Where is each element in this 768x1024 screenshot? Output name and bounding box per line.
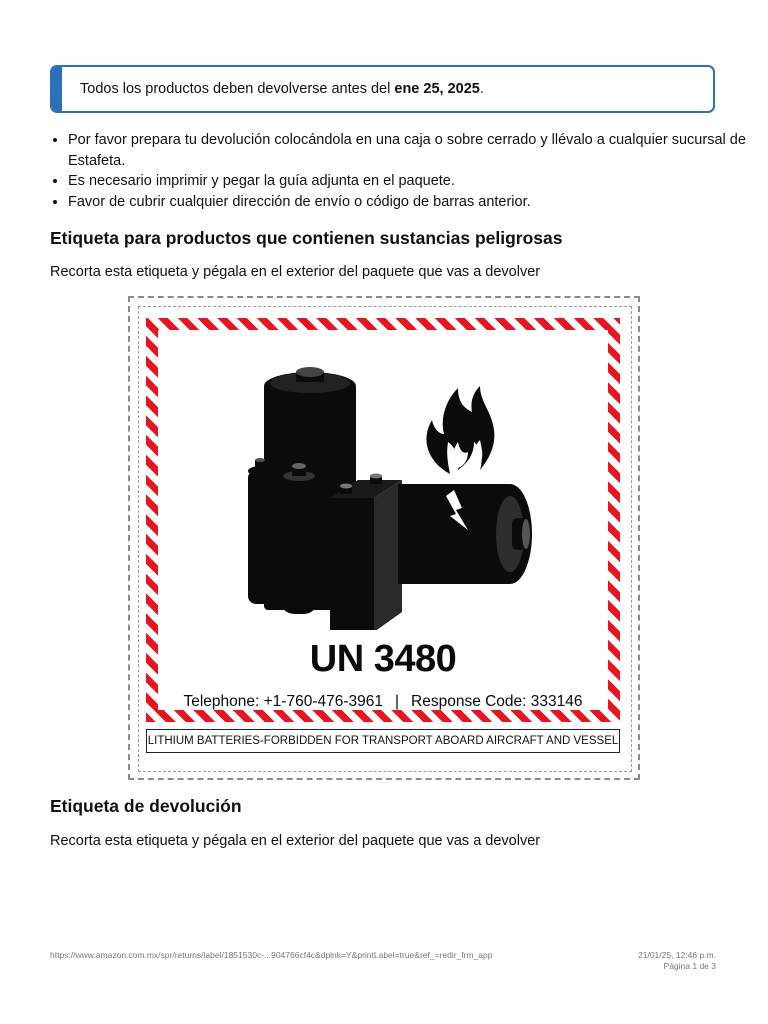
damaged-battery-icon [398, 484, 532, 584]
battery-fire-pictogram-icon [158, 330, 608, 630]
notice-date: ene 25, 2025 [394, 81, 480, 97]
flame-icon [426, 386, 494, 474]
footer-page-number: Página 1 de 3 [663, 961, 716, 971]
footer-meta [638, 950, 716, 972]
deadline-notice [50, 65, 715, 113]
lithium-battery-hazard-label [146, 318, 620, 722]
cylinder-battery-icon [280, 463, 318, 614]
transport-warning: LITHIUM BATTERIES-FORBIDDEN FOR TRANSPORT ABOARD AIRCRAFT AND VESSEL [146, 729, 620, 753]
contact-separator: | [394, 693, 400, 710]
hazmat-subtext: Recorta esta etiqueta y pégala en el exterior del paquete que vas a devolver [50, 264, 541, 280]
hazard-label-body [158, 330, 608, 710]
return-label-heading: Etiqueta de devolución [50, 796, 242, 816]
hazmat-heading: Etiqueta para productos que contienen sustancias peligrosas [50, 228, 563, 248]
emergency-contact [158, 693, 608, 711]
footer-url: https://www.amazon.com.mx/spr/returns/label/1851530c-...904766cf4c&dplnk=Y&printLabel=true&ref_=redir_frm_app [50, 950, 493, 960]
notice-prefix: Todos los productos deben devolverse antes del [80, 81, 395, 97]
box-battery-icon [330, 474, 402, 631]
instruction-item: • Favor de cubrir cualquier dirección de envío o código de barras anterior. [68, 192, 748, 213]
un-number: UN 3480 [309, 638, 457, 680]
return-label-subtext: Recorta esta etiqueta y pégala en el exterior del paquete que vas a devolver [50, 833, 541, 849]
notice-suffix: . [479, 81, 484, 97]
footer-datetime: 21/01/25, 12:46 p.m. [638, 950, 716, 960]
thin-battery-icon [248, 458, 272, 604]
notice-accent-bar [52, 67, 62, 111]
telephone-text: Telephone: +1-760-476-3961 [183, 693, 383, 710]
instruction-item: • Es necesario imprimir y pegar la guía adjunta en el paquete. [68, 171, 748, 192]
instruction-item: • Por favor prepara tu devolución colocándola en una caja o sobre cerrado y llévalo a cualquier sucursal de Estafeta. [68, 130, 748, 171]
response-code-text: Response Code: 333146 [411, 693, 583, 710]
notice-text [80, 81, 484, 97]
instructions-list [50, 130, 748, 212]
